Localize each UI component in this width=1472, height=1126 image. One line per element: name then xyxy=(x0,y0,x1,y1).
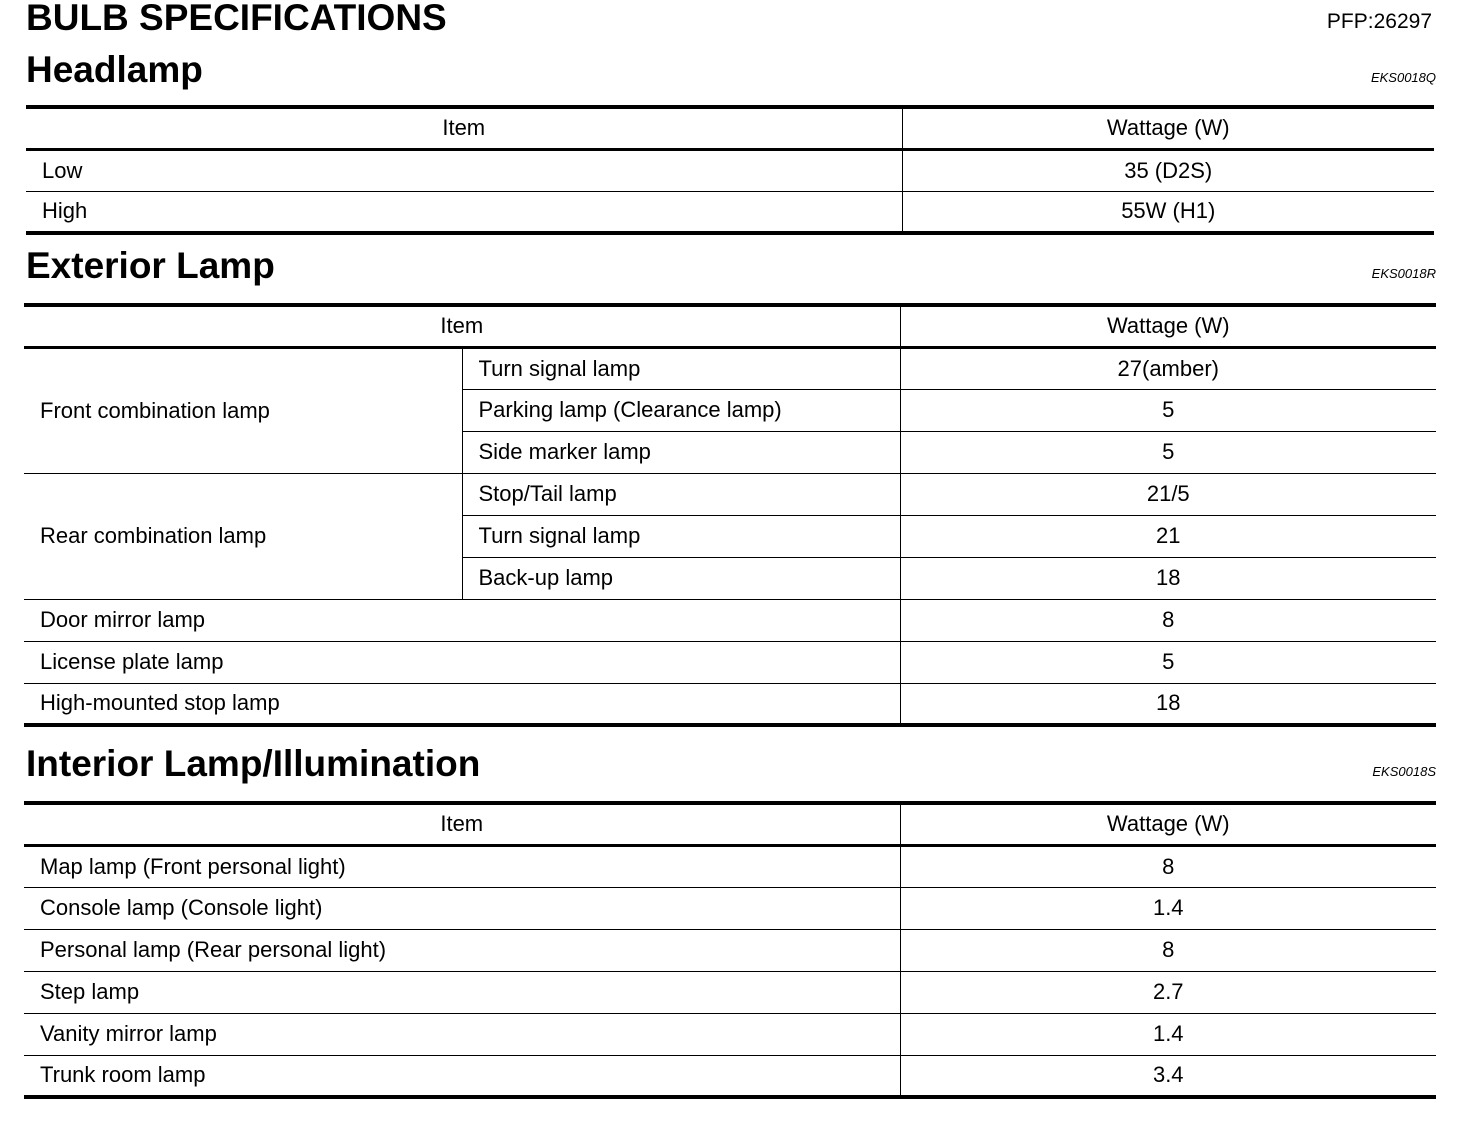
table-row xyxy=(26,191,1434,233)
wattage-cell: 5 xyxy=(900,389,1436,431)
item-cell: Turn signal lamp xyxy=(462,515,900,557)
wattage-cell: 55W (H1) xyxy=(902,191,1434,233)
table-header-row xyxy=(24,305,1436,347)
table-row xyxy=(24,347,1436,389)
table-row xyxy=(24,929,1436,971)
item-cell: Turn signal lamp xyxy=(462,347,900,389)
table-row xyxy=(24,1055,1436,1097)
table-row xyxy=(26,149,1434,191)
wattage-cell: 18 xyxy=(900,557,1436,599)
item-cell: High xyxy=(26,191,902,233)
table-header-row xyxy=(24,803,1436,845)
table-row xyxy=(24,683,1436,725)
exterior-table xyxy=(24,303,1436,727)
headlamp-table xyxy=(26,105,1434,235)
header-item: Item xyxy=(26,107,902,149)
wattage-cell: 27(amber) xyxy=(900,347,1436,389)
item-cell: Step lamp xyxy=(24,971,900,1013)
wattage-cell: 18 xyxy=(900,683,1436,725)
group-cell-rear-combination: Rear combination lamp xyxy=(24,473,462,599)
item-cell: License plate lamp xyxy=(24,641,900,683)
table-row xyxy=(24,971,1436,1013)
table-row xyxy=(24,641,1436,683)
item-cell: Back-up lamp xyxy=(462,557,900,599)
wattage-cell: 1.4 xyxy=(900,1013,1436,1055)
header-wattage: Wattage (W) xyxy=(900,803,1436,845)
item-cell: Map lamp (Front personal light) xyxy=(24,845,900,887)
item-cell: Console lamp (Console light) xyxy=(24,887,900,929)
item-cell: Trunk room lamp xyxy=(24,1055,900,1097)
wattage-cell: 5 xyxy=(900,641,1436,683)
table-row xyxy=(24,845,1436,887)
interior-code: EKS0018S xyxy=(1372,764,1436,779)
wattage-cell: 2.7 xyxy=(900,971,1436,1013)
group-cell-front-combination: Front combination lamp xyxy=(24,347,462,473)
table-row xyxy=(24,599,1436,641)
item-cell: Side marker lamp xyxy=(462,431,900,473)
wattage-cell: 21/5 xyxy=(900,473,1436,515)
item-cell: Low xyxy=(26,149,902,191)
interior-title: Interior Lamp/Illumination xyxy=(26,743,481,784)
item-cell: Stop/Tail lamp xyxy=(462,473,900,515)
item-cell: High-mounted stop lamp xyxy=(24,683,900,725)
wattage-cell: 8 xyxy=(900,929,1436,971)
table-header-row xyxy=(26,107,1434,149)
pfp-code: PFP:26297 xyxy=(1326,10,1432,33)
item-cell: Door mirror lamp xyxy=(24,599,900,641)
wattage-cell: 1.4 xyxy=(900,887,1436,929)
item-cell: Vanity mirror lamp xyxy=(24,1013,900,1055)
table-row xyxy=(24,473,1436,515)
header-wattage: Wattage (W) xyxy=(902,107,1434,149)
table-row xyxy=(24,1013,1436,1055)
item-cell: Parking lamp (Clearance lamp) xyxy=(462,389,900,431)
header-item: Item xyxy=(24,803,900,845)
wattage-cell: 8 xyxy=(900,599,1436,641)
item-cell: Personal lamp (Rear personal light) xyxy=(24,929,900,971)
wattage-cell: 21 xyxy=(900,515,1436,557)
table-row xyxy=(24,887,1436,929)
page-title: BULB SPECIFICATIONS xyxy=(26,0,447,38)
interior-table xyxy=(24,801,1436,1099)
header-item: Item xyxy=(24,305,900,347)
wattage-cell: 5 xyxy=(900,431,1436,473)
exterior-title: Exterior Lamp xyxy=(26,245,275,286)
header-wattage: Wattage (W) xyxy=(900,305,1436,347)
exterior-code: EKS0018R xyxy=(1371,266,1436,281)
headlamp-title: Headlamp xyxy=(26,49,203,90)
wattage-cell: 8 xyxy=(900,845,1436,887)
wattage-cell: 35 (D2S) xyxy=(902,149,1434,191)
wattage-cell: 3.4 xyxy=(900,1055,1436,1097)
headlamp-code: EKS0018Q xyxy=(1370,70,1436,85)
